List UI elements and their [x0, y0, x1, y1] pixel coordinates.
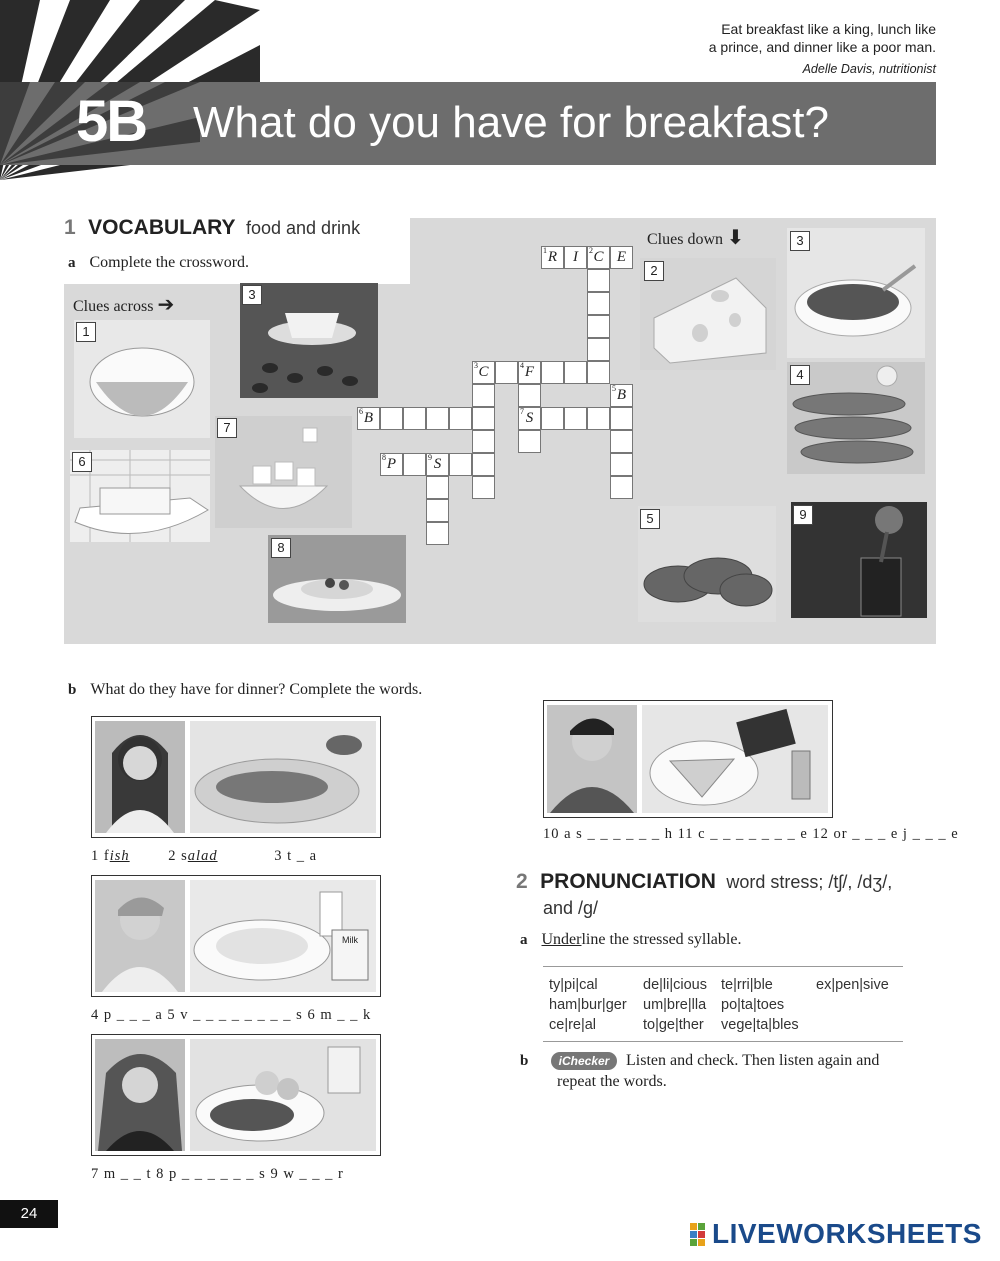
- crossword-cell[interactable]: [610, 407, 633, 430]
- pron-word[interactable]: ex|pen|sive: [816, 977, 889, 993]
- answer-1-prefix: 1 f: [91, 848, 110, 864]
- vocab-section-subtitle: food and drink: [245, 218, 361, 238]
- pron-word[interactable]: to|ge|ther: [643, 1017, 704, 1033]
- crossword-cell: [518, 361, 541, 384]
- crossword-cell[interactable]: [587, 269, 610, 292]
- crossword-cell-letter: C: [478, 364, 489, 380]
- pron-section-title: PRONUNCIATION: [540, 870, 716, 893]
- crossword-cell[interactable]: [587, 361, 610, 384]
- crossword-cell: [472, 361, 495, 384]
- crossword-cell[interactable]: [495, 361, 518, 384]
- quote-line-2: a prince, and dinner like a poor man.: [708, 39, 936, 55]
- vocab-section-title: VOCABULARY: [88, 216, 236, 239]
- crossword-cell[interactable]: [426, 407, 449, 430]
- clues-down-label: [647, 225, 744, 250]
- answer-3-blank[interactable]: 3 t _ a: [274, 848, 318, 864]
- photo-number-butter: 6: [72, 452, 92, 472]
- crossword-cell: [380, 453, 403, 476]
- crossword-cell: [564, 246, 587, 269]
- milk-carton-label: Milk: [342, 935, 358, 945]
- ichecker-badge[interactable]: iChecker: [551, 1052, 617, 1070]
- answer-1-fill[interactable]: ish: [109, 848, 130, 864]
- pron-word[interactable]: vege|ta|bles: [721, 1017, 799, 1033]
- crossword-cell-number: 9: [428, 453, 432, 462]
- crossword-cell-letter: B: [363, 410, 374, 426]
- pron-word[interactable]: ty|pi|cal: [549, 977, 598, 993]
- photo-number-bread: 5: [640, 509, 660, 529]
- quote-line-1: Eat breakfast like a king, lunch like: [721, 21, 936, 37]
- crossword-cell[interactable]: [426, 476, 449, 499]
- instruction-text-a: Complete the crossword.: [89, 254, 250, 271]
- pron-word[interactable]: ce|re|al: [549, 1017, 597, 1033]
- pron-word[interactable]: de|li|cious: [643, 977, 707, 993]
- photo-number-rice: 1: [76, 322, 96, 342]
- dinner-photo-3: [91, 1034, 381, 1156]
- answers-row-1: [91, 848, 317, 865]
- pron-word[interactable]: um|bre|lla: [643, 997, 707, 1013]
- dinner-photo-4: [543, 700, 833, 818]
- crossword-cell-letter: E: [616, 249, 627, 265]
- crossword-cell: [541, 246, 564, 269]
- crossword-cell-number: 7: [520, 407, 524, 416]
- pron-b-line-2: repeat the words.: [557, 1073, 667, 1090]
- crossword-cell[interactable]: [403, 453, 426, 476]
- unit-code: 5B: [76, 89, 147, 154]
- answers-row-2[interactable]: 4 p _ _ _ a 5 v _ _ _ _ _ _ _ _ s 6 m _ _ k: [91, 1007, 372, 1023]
- crossword-cell[interactable]: [403, 407, 426, 430]
- crossword-cell[interactable]: [541, 361, 564, 384]
- crossword-cell: [587, 246, 610, 269]
- crossword-cell[interactable]: [587, 315, 610, 338]
- crossword-cell[interactable]: [587, 407, 610, 430]
- item-letter-a: a: [68, 255, 76, 271]
- liveworksheets-logo: LIVEWORKSHEETS: [712, 1218, 982, 1249]
- quote-author: Adelle Davis, nutritionist: [802, 62, 936, 76]
- crossword-cell-number: 3: [474, 361, 478, 370]
- crossword-cell[interactable]: [426, 522, 449, 545]
- pron-section-subtitle-1: word stress; /tʃ/, /dʒ/,: [726, 872, 893, 892]
- pron-instr-underlined: Under: [541, 931, 582, 948]
- crossword-cell[interactable]: [449, 453, 472, 476]
- photo-number-fish: 4: [790, 365, 810, 385]
- crossword-cell[interactable]: [610, 453, 633, 476]
- pron-word[interactable]: po|ta|toes: [721, 997, 785, 1013]
- crossword-cell-letter: S: [525, 410, 534, 426]
- crossword-cell[interactable]: [449, 407, 472, 430]
- crossword-cell-letter: I: [573, 249, 578, 265]
- pron-section-number: 2: [516, 870, 528, 893]
- arrow-right-icon: ➔: [157, 294, 175, 316]
- photo-number-cereal: 3: [790, 231, 810, 251]
- crossword-cell[interactable]: [472, 407, 495, 430]
- photo-number-pasta: 8: [271, 538, 291, 558]
- photo-number-soda: 9: [793, 505, 813, 525]
- arrow-down-icon: ⬇: [727, 227, 744, 249]
- photo-number-sugar: 7: [217, 418, 237, 438]
- vocab-instruction-a: [68, 254, 249, 272]
- crossword-cell[interactable]: [610, 476, 633, 499]
- crossword-cell[interactable]: [564, 407, 587, 430]
- photo-number-cheese: 2: [644, 261, 664, 281]
- dinner-photo-2: [91, 875, 381, 997]
- crossword-cell[interactable]: [518, 384, 541, 407]
- crossword-cell-number: 1: [543, 246, 547, 255]
- answers-row-3[interactable]: 7 m _ _ t 8 p _ _ _ _ _ _ s 9 w _ _ _ r: [91, 1166, 344, 1182]
- clues-down-text: Clues down: [647, 231, 723, 248]
- crossword-cell[interactable]: [472, 384, 495, 407]
- quote: [636, 20, 936, 78]
- crossword-cell-letter: P: [386, 456, 397, 472]
- crossword-cell[interactable]: [426, 499, 449, 522]
- item-letter-b: b: [68, 682, 77, 698]
- crossword-cell-number: 2: [589, 246, 593, 255]
- crossword-cell-number: 4: [520, 361, 524, 370]
- clues-across-label: [73, 292, 174, 317]
- pron-b-line-1: Listen and check. Then listen again and: [626, 1052, 880, 1069]
- part-b-text: What do they have for dinner? Complete the words.: [90, 681, 423, 698]
- crossword-cell[interactable]: [541, 407, 564, 430]
- crossword-cell[interactable]: [472, 430, 495, 453]
- unit-title: What do you have for breakfast?: [193, 98, 829, 147]
- vocab-heading: [64, 216, 360, 240]
- crossword-cell: [357, 407, 380, 430]
- crossword-cell-number: 8: [382, 453, 386, 462]
- pron-item-letter-a: a: [520, 932, 528, 948]
- crossword-cell[interactable]: [610, 430, 633, 453]
- crossword-cell-number: 5: [612, 384, 616, 393]
- pron-section-subtitle-2: and /g/: [543, 898, 599, 918]
- page-number: 24: [0, 1200, 58, 1228]
- pron-word[interactable]: ham|bur|ger: [549, 997, 627, 1013]
- clues-across-text: Clues across: [73, 298, 154, 315]
- crossword-cell[interactable]: [472, 476, 495, 499]
- vocab-section-number: 1: [64, 216, 76, 239]
- crossword-cell: [518, 407, 541, 430]
- dinner-photo-1: [91, 716, 381, 838]
- crossword-cell[interactable]: [564, 361, 587, 384]
- crossword-cell[interactable]: [518, 430, 541, 453]
- pron-instr-rest: line the stressed syllable.: [581, 931, 742, 948]
- crossword-cell[interactable]: [380, 407, 403, 430]
- pron-word[interactable]: te|rri|ble: [721, 977, 773, 993]
- pron-heading: [516, 870, 892, 894]
- answer-2-fill[interactable]: alad: [187, 848, 218, 864]
- part-b-instruction: [68, 681, 422, 699]
- crossword-cell-letter: C: [593, 249, 604, 265]
- crossword-cell-letter: F: [524, 364, 535, 380]
- pron-item-letter-b: b: [520, 1053, 529, 1069]
- vocabulary-panel: [64, 218, 936, 644]
- photo-number-coffee: 3: [242, 285, 262, 305]
- liveworksheets-logo-icon: [690, 1223, 714, 1247]
- crossword-cell[interactable]: [587, 292, 610, 315]
- crossword-cell[interactable]: [587, 338, 610, 361]
- crossword-cell: [426, 453, 449, 476]
- crossword-cell-number: 6: [359, 407, 363, 416]
- crossword-cell-letter: B: [616, 387, 627, 403]
- crossword-cell-letter: R: [547, 249, 558, 265]
- crossword-cell[interactable]: [472, 453, 495, 476]
- answer-2-prefix: 2 s: [168, 848, 188, 864]
- word-stress-table: [543, 966, 903, 1042]
- pron-instruction-a: [520, 931, 741, 949]
- answers-row-4[interactable]: 10 a s _ _ _ _ _ _ h 11 c _ _ _ _ _ _ _ e 12 or _ _ _ e j _ _ _ e: [543, 826, 959, 842]
- crossword-cell: [610, 384, 633, 407]
- crossword-cell-letter: S: [433, 456, 442, 472]
- crossword-cell: [610, 246, 633, 269]
